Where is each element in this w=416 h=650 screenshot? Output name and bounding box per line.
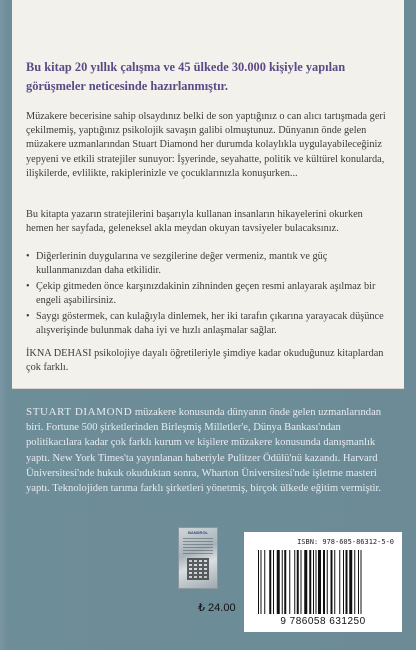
price-label: ₺ 24.00 <box>198 602 236 614</box>
sticker-label: BANDROL <box>188 530 208 535</box>
sticker-print <box>183 538 213 554</box>
lead-statement: Bu kitap 20 yıllık çalışma ve 45 ülkede 30.000 kişiyle yapılan görüşmeler neticesinde hazırlanmıştır. <box>26 60 346 93</box>
isbn-text: ISBN: 978-605-86312-5-0 <box>297 538 394 546</box>
tips-list <box>26 250 386 340</box>
tip-item: • Saygı göstermek, can kulağıyla dinlemek, her iki tarafın çıkarına yarayacak düşünce alışverişinde bulunmak daha iyi ve hızlı anlaşmalar sağlar. <box>26 310 386 338</box>
tax-stamp-sticker <box>178 527 218 589</box>
stories-paragraph: Bu kitapta yazarın stratejilerini başarıyla kullanan insanların hikayelerini okurken hemen her sayfada, geleneksel akla meydan okuyan tavsiyeler bulacaksınız. <box>26 209 363 235</box>
barcode-block <box>244 532 402 632</box>
barcode-number: 9 786058 631250 <box>280 616 366 627</box>
intro-paragraph: Müzakere becerisine sahip olsaydınız belki de son yaptığınız o can alıcı tartışmada geri çekilmemiş, yaptığınız psikolojik savaşın galibi olmuştunuz. Dünyanın önde gelen müzakere uzmanlarından Stuart Diamond her durumda kolaylıkla uygulayabileceğiniz yepyeni ve etkili stratejiler sunuyor: İşyerinde, seyahatte, politik ve kültürel konularda, ilişkilerde, evlilikte, rakiplerinizle ve çocuklarınızla konuşurken... <box>26 111 386 179</box>
closing-paragraph: İKNA DEHASI psikolojiye dayalı öğretileriyle şimdiye kadar okuduğunuz kitaplardan çok farklı. <box>26 348 384 374</box>
tip-item: • Çekip gitmeden önce karşınızdakinin zihninden geçen resmi anlayarak aşılmaz bir engeli aşabilirsiniz. <box>26 280 386 308</box>
qr-code-icon <box>187 558 209 580</box>
tip-item: • Diğerlerinin duygularına ve sezgilerine değer vermeniz, mantık ve güç kullanmanızdan daha etkilidir. <box>26 250 386 278</box>
author-name: STUART DIAMOND <box>26 406 133 418</box>
author-bio <box>26 405 390 496</box>
author-bio-text: müzakere konusunda dünyanın önde gelen uzmanlarından biri. Fortune 500 şirketlerinden Birleşmiş Milletler'e, Dünya Bankası'ndan politikacılara kadar çok farklı kurum ve kişilere müzakere konusunda danışmanlık yaptı. New York Times'ta yayınlanan haberiyle Pulitzer Ödülü'nü kazandı. Harvard Üniversitesi'nde hukuk okuduktan sonra, Wharton Üniversitesi'nde işletme masteri yaptı. Teknolojiden tarıma farklı şirketleri yönetmiş, birçok ülkede eğitim vermiştir. <box>26 407 382 495</box>
barcode-icon <box>256 550 394 614</box>
